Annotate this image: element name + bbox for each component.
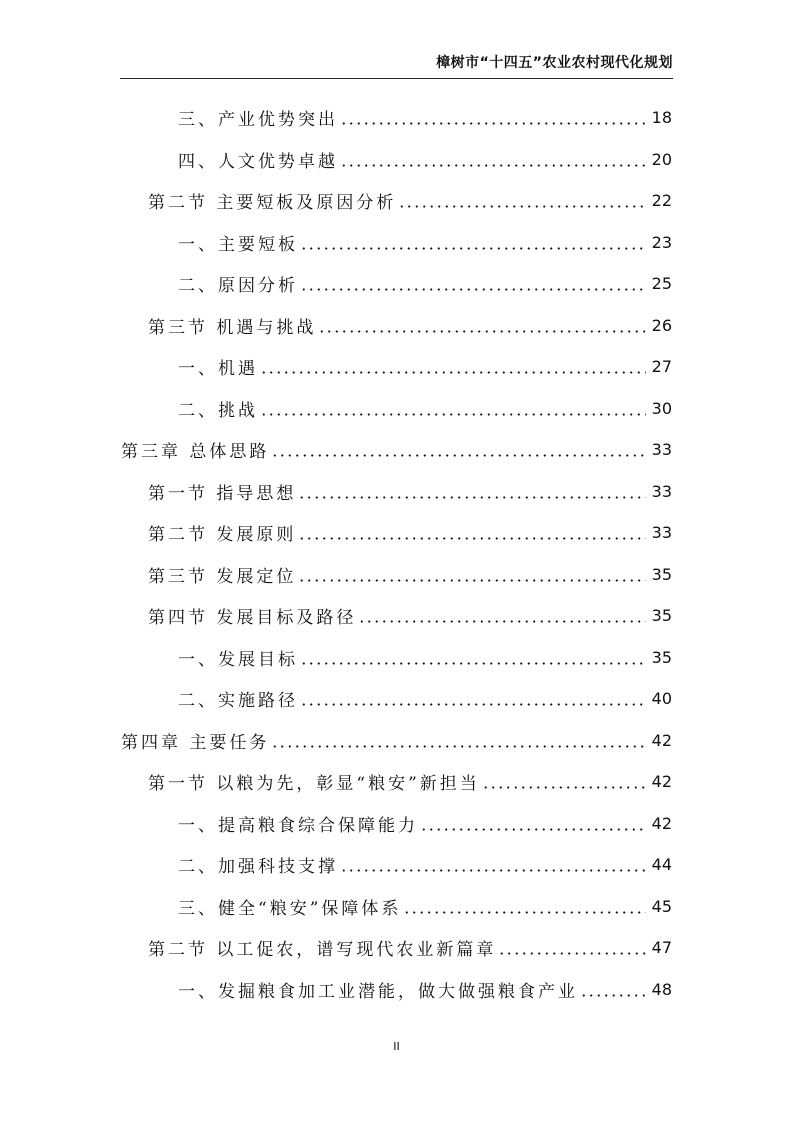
toc-entry[interactable] — [178, 97, 672, 139]
toc-leader-dots — [482, 786, 646, 789]
toc-entry[interactable] — [178, 388, 672, 430]
toc-entry[interactable] — [121, 720, 672, 762]
toc-entry-page-number: 44 — [651, 855, 672, 875]
toc-entry-label: 二、实施路径 — [178, 691, 298, 712]
toc-entry-label: 第四节 发展目标及路径 — [148, 608, 357, 629]
toc-leader-dots — [271, 454, 645, 457]
toc-entry-page-number: 35 — [651, 564, 672, 584]
toc-entry-page-number: 23 — [651, 232, 672, 252]
toc-entry[interactable] — [148, 180, 672, 222]
toc-leader-dots — [300, 703, 646, 706]
toc-entry-page-number: 33 — [651, 481, 672, 501]
toc-entry-page-number: 35 — [651, 647, 672, 667]
toc-entry[interactable] — [148, 761, 672, 803]
toc-entry-label: 一、提高粮食综合保障能力 — [178, 815, 418, 836]
toc-entry[interactable] — [121, 429, 672, 471]
toc-entry[interactable] — [148, 554, 672, 596]
toc-entry-label: 二、挑战 — [178, 400, 258, 421]
toc-entry-page-number: 18 — [651, 108, 672, 128]
toc-entry[interactable] — [178, 803, 672, 845]
toc-entry-page-number: 27 — [651, 357, 672, 377]
toc-entry-label: 一、主要短板 — [178, 234, 298, 255]
toc-entry-label: 三、产业优势突出 — [178, 110, 338, 131]
toc-entry-page-number: 40 — [651, 689, 672, 709]
toc-entry[interactable] — [148, 927, 672, 969]
toc-entry[interactable] — [178, 969, 672, 1011]
toc-entry-label: 第一节 指导思想 — [148, 483, 297, 504]
toc-entry-page-number: 47 — [651, 938, 672, 958]
toc-entry[interactable] — [178, 844, 672, 886]
toc-entry-label: 第一节 以粮为先，彰显“粮安”新担当 — [148, 774, 480, 795]
toc-leader-dots — [300, 247, 646, 250]
toc-leader-dots — [340, 869, 646, 872]
toc-entry[interactable] — [178, 678, 672, 720]
toc-leader-dots — [420, 828, 646, 831]
toc-leader-dots — [340, 122, 646, 125]
toc-entry-page-number: 33 — [651, 440, 672, 460]
toc-leader-dots — [300, 288, 646, 291]
toc-entry-label: 第三节 机遇与挑战 — [148, 317, 317, 338]
toc-entry-page-number: 45 — [651, 896, 672, 916]
toc-entry-page-number: 35 — [651, 606, 672, 626]
toc-leader-dots — [403, 911, 645, 914]
toc-entry-label: 第四章 主要任务 — [121, 732, 270, 753]
toc-entry-page-number: 48 — [651, 979, 672, 999]
toc-entry[interactable] — [178, 222, 672, 264]
toc-entry-page-number: 42 — [651, 772, 672, 792]
toc-entry-label: 第三章 总体思路 — [121, 442, 270, 463]
toc-entry-label: 四、人文优势卓越 — [178, 151, 338, 172]
toc-leader-dots — [260, 371, 646, 374]
toc-entry-label: 一、发展目标 — [178, 649, 298, 670]
toc-leader-dots — [260, 413, 646, 416]
toc-leader-dots — [340, 164, 646, 167]
toc-entry-label: 一、机遇 — [178, 359, 258, 380]
toc-entry-label: 第二节 主要短板及原因分析 — [148, 193, 397, 214]
document-title: 樟树市“十四五”农业农村现代化规划 — [436, 55, 673, 71]
toc-leader-dots — [298, 579, 645, 582]
toc-entry[interactable] — [148, 471, 672, 513]
toc-leader-dots — [300, 662, 646, 665]
toc-entry[interactable] — [178, 346, 672, 388]
toc-leader-dots — [398, 205, 645, 208]
toc-leader-dots — [298, 537, 645, 540]
toc-entry[interactable] — [148, 512, 672, 554]
toc-entry-page-number: 26 — [651, 315, 672, 335]
toc-entry-page-number: 42 — [651, 813, 672, 833]
toc-entry-page-number: 33 — [651, 523, 672, 543]
toc-entry-page-number: 20 — [651, 149, 672, 169]
toc-entry[interactable] — [148, 305, 672, 347]
toc-entry[interactable] — [178, 886, 672, 928]
toc-entry-label: 三、健全“粮安”保障体系 — [178, 898, 402, 919]
toc-entry-page-number: 42 — [651, 730, 672, 750]
toc-entry-page-number: 30 — [651, 398, 672, 418]
toc-entry[interactable] — [178, 139, 672, 181]
toc-leader-dots — [498, 952, 645, 955]
toc-entry-page-number: 22 — [651, 191, 672, 211]
toc-leader-dots — [298, 496, 645, 499]
toc-entry[interactable] — [178, 263, 672, 305]
toc-leader-dots — [580, 994, 646, 997]
toc-entry-label: 第二节 发展原则 — [148, 525, 297, 546]
page-number: II — [393, 1040, 400, 1053]
toc-entry-label: 第三节 发展定位 — [148, 566, 297, 587]
toc-entry-label: 一、发掘粮食加工业潜能，做大做强粮食产业 — [178, 981, 578, 1002]
toc-entry-label: 二、加强科技支撑 — [178, 857, 338, 878]
toc-entry-page-number: 25 — [651, 274, 672, 294]
toc-entry-label: 第二节 以工促农，谱写现代农业新篇章 — [148, 940, 497, 961]
toc-leader-dots — [358, 620, 645, 623]
toc-leader-dots — [271, 745, 645, 748]
toc-entry[interactable] — [148, 595, 672, 637]
toc-entry[interactable] — [178, 637, 672, 679]
running-header — [120, 52, 673, 79]
toc-leader-dots — [318, 330, 645, 333]
toc-entry-label: 二、原因分析 — [178, 276, 298, 297]
